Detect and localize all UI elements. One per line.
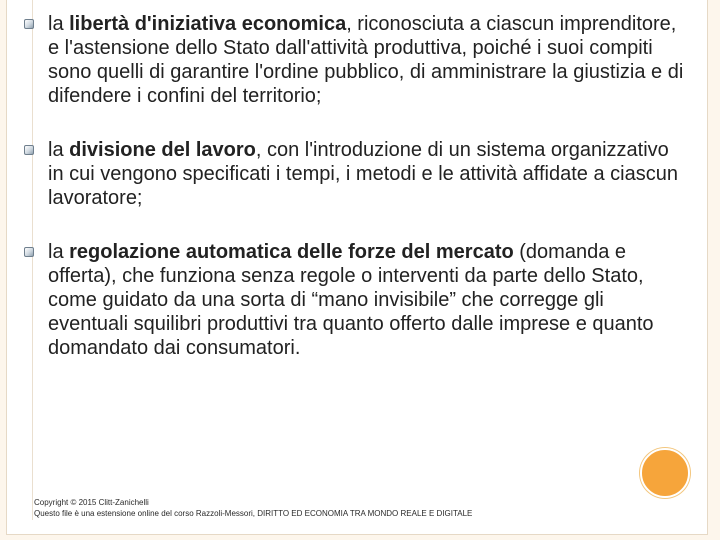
list-item-text (48, 139, 678, 209)
list-item (24, 138, 684, 210)
item-prefix: la (48, 13, 70, 35)
list-item-text (48, 13, 683, 107)
item-description: , con l'introduzione di un sistema organizzativo in cui vengono specificati i tempi, i metodi e le attività affidate a ciascun lavoratore; (48, 139, 678, 209)
bullet-list (24, 12, 684, 390)
list-item (24, 240, 684, 360)
square-bullet-icon (24, 19, 34, 29)
item-description: (domanda e offerta), che funziona senza regole o interventi da parte dello Stato, come guidato da una sorta di “mano invisibile” che corregge gli eventuali squilibri produttivi tra quanto offerto dalle imprese e quanto domandato dai consumatori. (48, 241, 654, 359)
copyright-footer (34, 497, 594, 519)
footer-copyright: Copyright © 2015 Clitt-Zanichelli (34, 498, 149, 507)
item-key-term: regolazione automatica delle forze del mercato (69, 241, 514, 263)
item-description: , riconosciuta a ciascun imprenditore, e l'astensione dello Stato dall'attività produttiva, poiché i suoi compiti sono quelli di garantire l'ordine pubblico, di amministrare la giustizia e di difendere i confini del territorio; (48, 13, 684, 107)
list-item-text (48, 241, 654, 359)
list-item (24, 12, 684, 108)
item-prefix: la (48, 139, 70, 161)
item-key-term: libertà d'iniziativa economica (69, 13, 347, 35)
square-bullet-icon (24, 145, 34, 155)
footer-course-note: Questo file è una estensione online del corso Razzoli-Messori, DIRITTO ED ECONOMIA TRA MONDO REALE E DIGITALE (34, 509, 473, 518)
square-bullet-icon (24, 247, 34, 257)
orange-circle-decoration (640, 448, 690, 498)
item-prefix: la (48, 241, 70, 263)
item-key-term: divisione del lavoro (69, 139, 256, 161)
